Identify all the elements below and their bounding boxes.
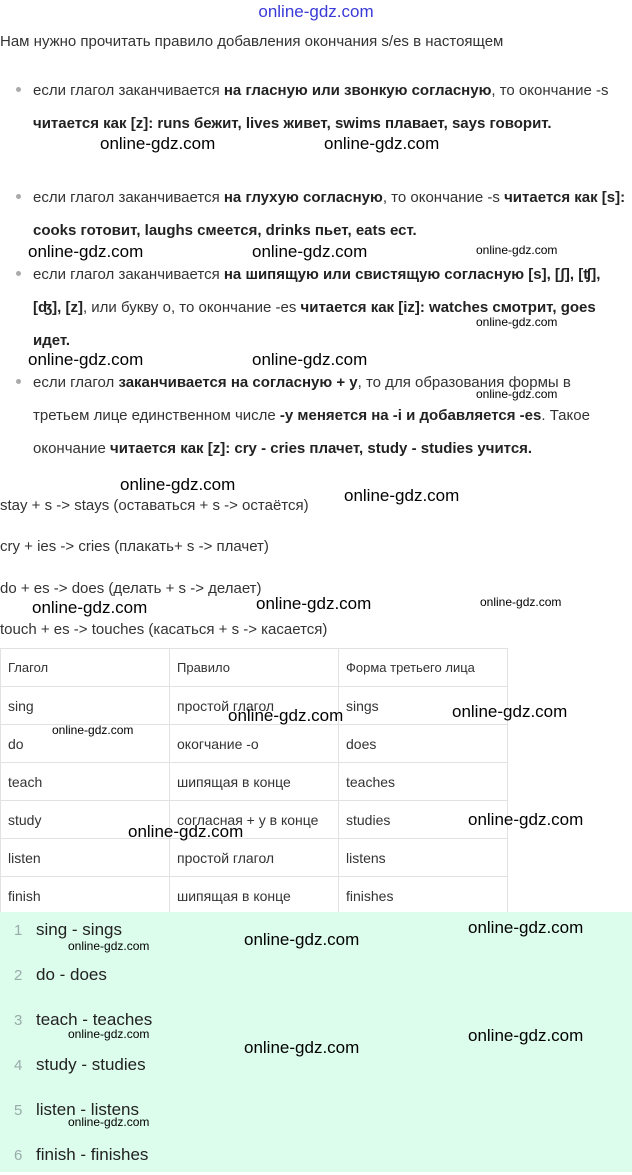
rule-item xyxy=(0,258,632,357)
table-cell: listens xyxy=(339,839,508,877)
rule-text: если глагол заканчивается xyxy=(33,266,224,283)
example-line: stay + s -> stays (оставаться + s -> остаётся) xyxy=(0,497,309,514)
watermark: online-gdz.com xyxy=(476,387,558,401)
table-cell: согласная + y в конце xyxy=(170,801,339,839)
answer-text: do - does xyxy=(36,965,107,984)
table-row xyxy=(1,877,508,915)
table-cell: does xyxy=(339,725,508,763)
watermark: online-gdz.com xyxy=(28,242,144,261)
rule-text: если глагол xyxy=(33,374,119,391)
watermark: online-gdz.com xyxy=(468,1026,584,1045)
table-header-row xyxy=(1,649,508,687)
rule-text: , то окончание -s xyxy=(382,189,505,206)
table-cell: простой глагол xyxy=(170,687,339,725)
watermark: online-gdz.com xyxy=(256,594,372,613)
watermark: online-gdz.com xyxy=(324,134,440,153)
rule-bold-text: читается как [s]: cooks готовит, laughs смеется, drinks пьет, eats ест. xyxy=(33,189,626,239)
rule-bold-text: читается как [z]: cry - cries плачет, study - studies учится. xyxy=(110,440,533,457)
site-header[interactable]: online-gdz.com xyxy=(258,2,374,21)
answer-text: teach - teaches xyxy=(36,1010,153,1029)
rule-item xyxy=(0,74,632,140)
table-cell: шипящая в конце xyxy=(170,763,339,801)
table-cell: study xyxy=(1,801,170,839)
rule-bold-text: на шипящую или свистящую согласную [s], [ʃ], [ʧ], [ʤ], [z] xyxy=(33,266,601,316)
answer-number: 1 xyxy=(14,922,23,939)
table-cell: простой глагол xyxy=(170,839,339,877)
watermark: online-gdz.com xyxy=(32,598,148,617)
intro-text: Нам нужно прочитать правило добавления окончания s/es в настоящем xyxy=(0,33,504,50)
answer-text: sing - sings xyxy=(36,920,122,939)
answer-number: 4 xyxy=(14,1057,23,1074)
answer-text: finish - finishes xyxy=(36,1145,149,1164)
rule-bold-text: читается как [iz]: watches смотрит, goes идет. xyxy=(33,299,596,349)
rule-text: , то для образования формы в третьем лице единственном числе xyxy=(33,374,571,424)
rule-bold-text: на гласную или звонкую согласную xyxy=(223,82,492,99)
watermark: online-gdz.com xyxy=(120,475,236,494)
column-header: Форма третьего лица xyxy=(339,649,508,687)
watermark: online-gdz.com xyxy=(100,134,216,153)
watermark: online-gdz.com xyxy=(452,702,568,721)
rule-text: если глагол заканчивается xyxy=(33,189,224,206)
watermark: online-gdz.com xyxy=(252,242,368,261)
table-row xyxy=(1,801,508,839)
table-cell: studies xyxy=(339,801,508,839)
table-cell: teaches xyxy=(339,763,508,801)
watermark: online-gdz.com xyxy=(68,939,150,953)
watermark: online-gdz.com xyxy=(28,350,144,369)
answer-number: 5 xyxy=(14,1102,23,1119)
verbs-table xyxy=(0,648,508,915)
rule-item xyxy=(0,181,632,247)
table-cell: шипящая в конце xyxy=(170,877,339,915)
rule-text: , или букву о, то окончание -es xyxy=(82,299,301,316)
table-cell: do xyxy=(1,725,170,763)
table-cell: teach xyxy=(1,763,170,801)
rule-text: если глагол заканчивается xyxy=(33,82,224,99)
rule-bold-text: на глухую согласную xyxy=(223,189,383,206)
answer-number: 6 xyxy=(14,1147,23,1164)
rule-bold-text: -y меняется на -i и добавляется -es xyxy=(279,407,542,424)
watermark: online-gdz.com xyxy=(244,1038,360,1057)
watermark: online-gdz.com xyxy=(476,243,558,257)
table-cell: sing xyxy=(1,687,170,725)
example-line: cry + ies -> cries (плакать+ s -> плачет) xyxy=(0,538,269,555)
column-header: Глагол xyxy=(1,649,170,687)
example-line: touch + es -> touches (касаться + s -> касается) xyxy=(0,621,328,638)
rule-bold-text: читается как [z]: runs бежит, lives живет, swims плавает, says говорит. xyxy=(33,115,552,132)
answer-text: study - studies xyxy=(36,1055,146,1074)
answer-number: 3 xyxy=(14,1012,23,1029)
column-header: Правило xyxy=(170,649,339,687)
rule-item xyxy=(0,366,632,465)
watermark: online-gdz.com xyxy=(476,315,558,329)
watermark: online-gdz.com xyxy=(68,1027,150,1041)
watermark: online-gdz.com xyxy=(468,918,584,937)
rule-text: , то окончание -s xyxy=(491,82,609,99)
watermark: online-gdz.com xyxy=(68,1115,150,1129)
table-cell: окогчание -о xyxy=(170,725,339,763)
rule-text: . Такое окончание xyxy=(33,407,590,457)
table-cell: finishes xyxy=(339,877,508,915)
table-cell: finish xyxy=(1,877,170,915)
watermark: online-gdz.com xyxy=(468,810,584,829)
watermark: online-gdz.com xyxy=(228,706,344,725)
watermark: online-gdz.com xyxy=(252,350,368,369)
watermark: online-gdz.com xyxy=(480,595,562,609)
watermark: online-gdz.com xyxy=(52,723,134,737)
table-cell: listen xyxy=(1,839,170,877)
answer-text: listen - listens xyxy=(36,1100,139,1119)
table-row xyxy=(1,763,508,801)
answer-number: 2 xyxy=(14,967,23,984)
watermark: online-gdz.com xyxy=(244,930,360,949)
table-cell: sings xyxy=(339,687,508,725)
watermark: online-gdz.com xyxy=(344,486,460,505)
example-line: do + es -> does (делать + s -> делает) xyxy=(0,580,262,597)
watermark: online-gdz.com xyxy=(128,822,244,841)
table-row xyxy=(1,839,508,877)
rule-bold-text: заканчивается на согласную + y xyxy=(118,374,358,391)
